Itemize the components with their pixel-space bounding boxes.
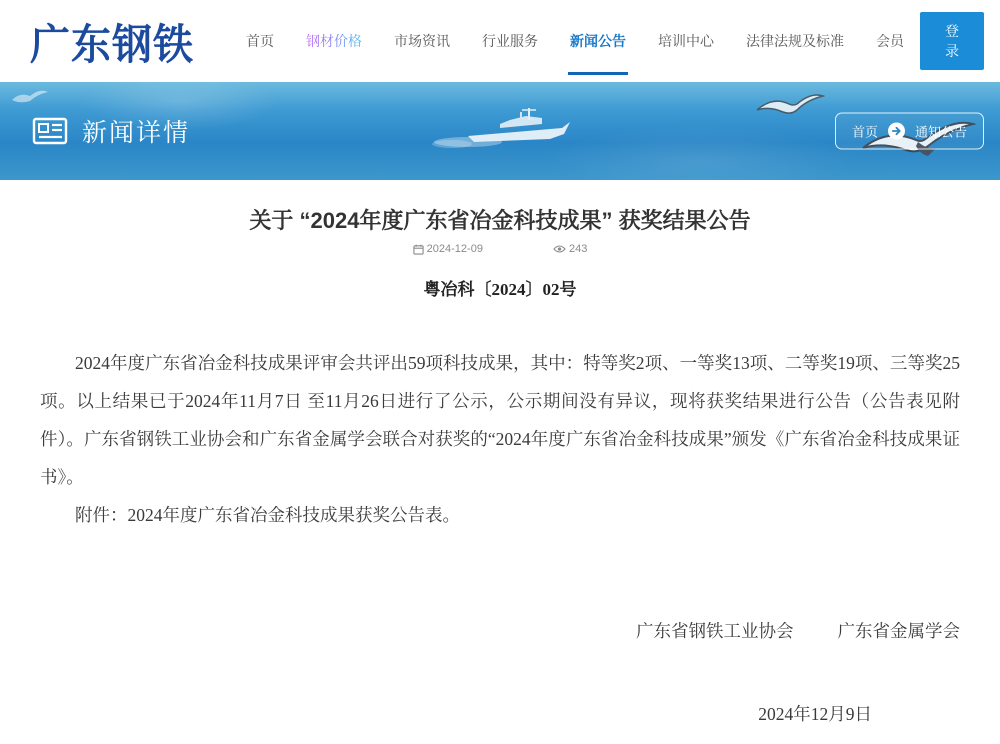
article-body <box>0 180 1000 742</box>
main-nav <box>230 21 920 61</box>
breadcrumb[interactable] <box>835 113 984 150</box>
nav-news-announcements[interactable]: 新闻公告 <box>568 21 628 61</box>
nav-laws-standards[interactable]: 法律法规及标准 <box>746 33 844 49</box>
nav-training-center[interactable]: 培训中心 <box>658 33 714 49</box>
seagull-icon <box>755 88 825 122</box>
view-count-value: 243 <box>568 243 588 255</box>
seagull-icon <box>10 86 50 106</box>
signature-org-2: 广东省金属学会 <box>837 621 960 641</box>
nav-membership[interactable]: 会员 <box>876 33 904 49</box>
article-paragraph: 2024年度广东省冶金科技成果评审会共评出59项科技成果，其中：特等奖2项、一等奖13项、二等奖19项、三等奖25项。以上结果已于2024年11月7日 至11月26日进行了公示，公示期间没有异议，现将获奖结果进行公告（公告表见附件）。广东省钢铁工业协会和广东省金属学会联合对获奖的“2024年度广东省冶金科技成果”颁发《广东省冶金科技成果证书》。 <box>40 353 960 487</box>
signature-org-1: 广东省钢铁工业协会 <box>636 621 794 641</box>
article-meta <box>0 243 1000 255</box>
nav-steel-prices[interactable]: 钢材价格 <box>304 21 364 61</box>
site-logo[interactable]: 广东钢铁 <box>30 21 194 68</box>
document-number: 粤冶科〔2024〕02号 <box>423 280 577 299</box>
nav-industry-services[interactable]: 行业服务 <box>482 33 538 49</box>
login-button[interactable]: 登录 <box>920 12 984 70</box>
breadcrumb-home[interactable]: 首页 <box>851 124 878 140</box>
page-banner <box>0 82 1000 180</box>
publish-date-value: 2024-12-09 <box>426 243 483 255</box>
nav-market-news[interactable]: 市场资讯 <box>394 33 450 49</box>
view-count <box>553 243 587 255</box>
publish-date <box>413 243 483 255</box>
attachment-line: 附件：2024年度广东省冶金科技成果获奖公告表。 <box>75 505 460 525</box>
top-nav-bar <box>0 0 1000 82</box>
signature-line <box>0 618 960 643</box>
nav-home[interactable]: 首页 <box>246 33 274 49</box>
calendar-icon <box>413 244 424 255</box>
ship-image <box>430 106 580 150</box>
banner-title: 新闻详情 <box>82 119 191 147</box>
eye-icon <box>553 244 566 254</box>
banner-heading <box>32 113 190 149</box>
article-title: 关于 “2024年度广东省冶金科技成果” 获奖结果公告 <box>249 208 751 233</box>
breadcrumb-current[interactable]: 通知公告 <box>914 124 967 140</box>
newspaper-icon <box>32 116 68 146</box>
signature-date: 2024年12月9日 <box>758 704 872 724</box>
arrow-right-icon <box>888 123 905 140</box>
